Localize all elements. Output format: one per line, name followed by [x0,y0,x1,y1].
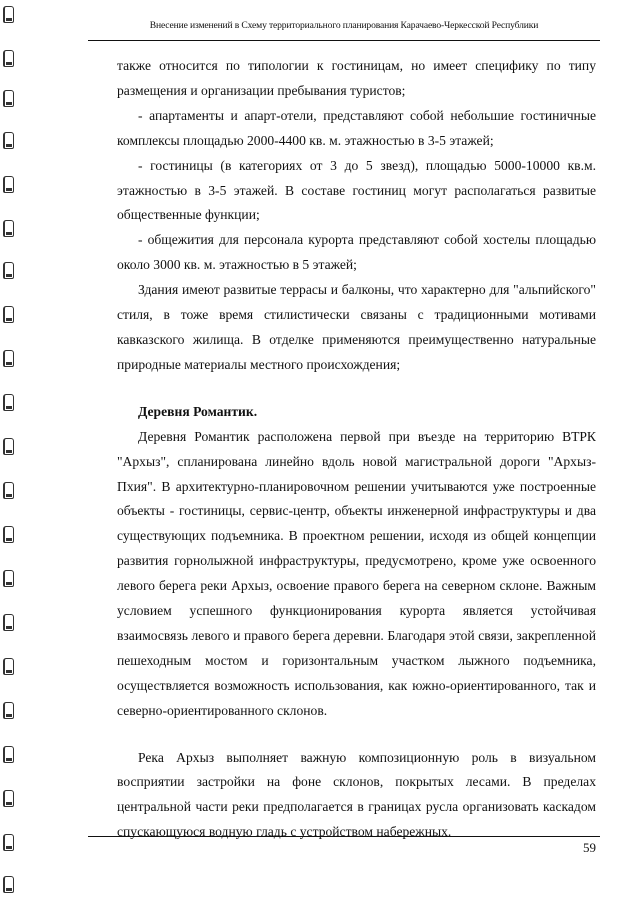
binding-ring-icon [3,746,14,763]
binding-ring-icon [3,570,14,587]
binding-ring-icon [3,6,14,23]
binding-ring-icon [3,220,14,237]
binding-ring-icon [3,90,14,107]
paragraph-village-description: Деревня Романтик расположена первой при въезде на территорию ВТРК "Архыз", спланирована линейно вдоль новой магистральной дороги "Архыз-Пхия". В архитектурно-планировочном решении учитываются уже построенные объекты - гостиницы, сервис-центр, объекты инженерной инфраструктуры и два существующих подъемника. В проектном решении, исходя из общей концепции развития горнолыжной инфраструктуры, предусмотрено, кроме уже освоенного левого берега реки Архыз, освоение правого берега на северном склоне. Важным условием успешного функционирования курорта является устойчивая взаимосвязь левого и правого берега деревни. Благодаря этой связи, закрепленной пешеходным мостом и горизонтальным участком лыжного подъемника, осуществляется возможность использования, как южно-ориентированного, так и северно-ориентированного склонов. [117,428,596,718]
list-item-hotels: - гостиницы (в категориях от 3 до 5 звезд), площадью 5000-10000 кв.м. этажностью в 3-5 этажей. В составе гостиниц могут располагаться развитые общественные функции; [117,157,596,223]
binding-ring-icon [3,50,14,67]
binding-ring-icon [3,658,14,675]
paragraph: также относится по типологии к гостиницам, но имеет специфику по типу размещения и организации пребывания туристов; [117,58,596,98]
binding-ring-icon [3,614,14,631]
footer-divider [88,836,600,837]
binding-ring-icon [3,702,14,719]
binding-ring-icon [3,394,14,411]
binding-ring-icon [3,790,14,807]
document-body [117,54,596,845]
binding-ring-icon [3,834,14,851]
header-divider [88,40,600,41]
section-title: Деревня Романтик. [138,403,258,419]
list-item-apartments: - апартаменты и апарт-отели, представляют собой небольшие гостиничные комплексы площадью 2000-4400 кв. м. этажностью в 3-5 этажей; [117,107,596,148]
binding-ring-icon [3,526,14,543]
binding-ring-icon [3,438,14,455]
list-item-dormitories: - общежития для персонала курорта представляют собой хостелы площадью около 3000 кв. м. этажностью в 5 этажей; [117,232,596,273]
binding-ring-icon [3,132,14,149]
binding-ring-icon [3,876,14,893]
binding-ring-icon [3,482,14,499]
binding-ring-icon [3,306,14,323]
spiral-binding [0,0,22,905]
binding-ring-icon [3,176,14,193]
paragraph-river: Река Архыз выполняет важную композиционную роль в визуальном восприятии застройки на фоне склонов, покрытых лесами. В пределах центральной части реки предполагается в границах русла организовать каскадом спускающуюся водную гладь с устройством набережных. [117,749,596,840]
binding-ring-icon [3,350,14,367]
page-number: 59 [583,840,596,855]
paragraph-architecture: Здания имеют развитые террасы и балконы, что характерно для "альпийского" стиля, в тоже время стилистически связаны с традиционными мотивами кавказского жилища. В отделке применяются преимущественно натуральные природные материалы местного происхождения; [117,282,596,372]
running-header: Внесение изменений в Схему территориального планирования Карачаево-Черкесской Республики [149,20,539,31]
binding-ring-icon [3,262,14,279]
